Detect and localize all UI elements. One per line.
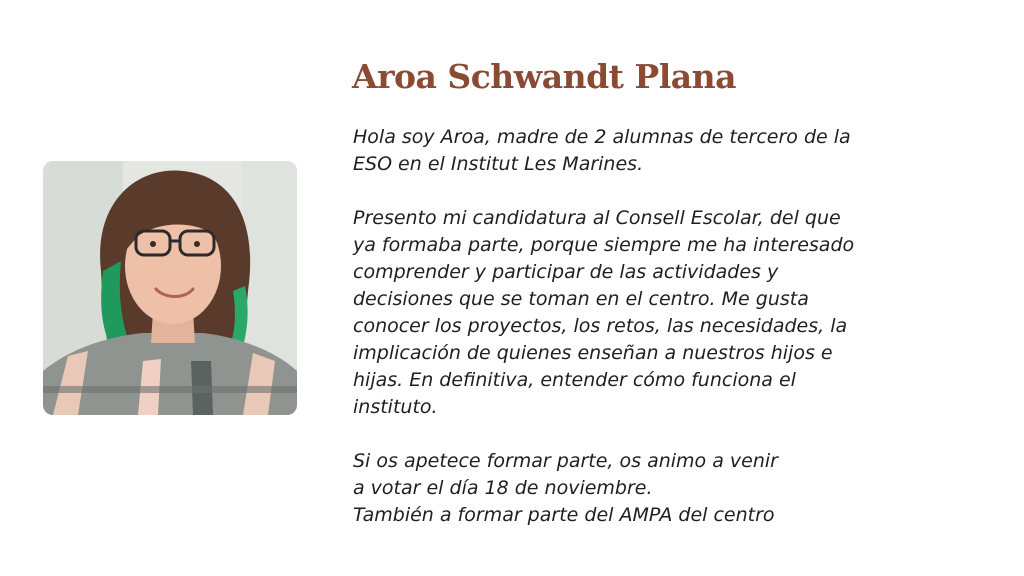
bio-paragraph-candidacy: Presento mi candidatura al Consell Escolar, del que ya formaba parte, porque siempre me ha interesado comprender y participar de las actividades y decisiones que se toman en el centro. Me gusta conocer los proyectos, los retos, las necesidades, la implicación de quienes enseñan a nuestros hijos e hijas. En definitiva, entender cómo funciona el instituto. — [353, 207, 855, 418]
paragraph-spacer — [353, 178, 993, 205]
candidate-name: Aroa Schwandt Plana — [352, 57, 736, 96]
candidate-bio — [353, 124, 993, 529]
portrait-image — [43, 161, 297, 415]
paragraph-spacer — [353, 421, 993, 448]
bio-paragraph-invitation: Si os apetece formar parte, os animo a venir a votar el día 18 de noviembre. También a formar parte del AMPA del centro — [353, 450, 778, 526]
bio-paragraph-intro: Hola soy Aroa, madre de 2 alumnas de tercero de la ESO en el Institut Les Marines. — [353, 126, 851, 175]
candidate-photo — [43, 161, 297, 415]
